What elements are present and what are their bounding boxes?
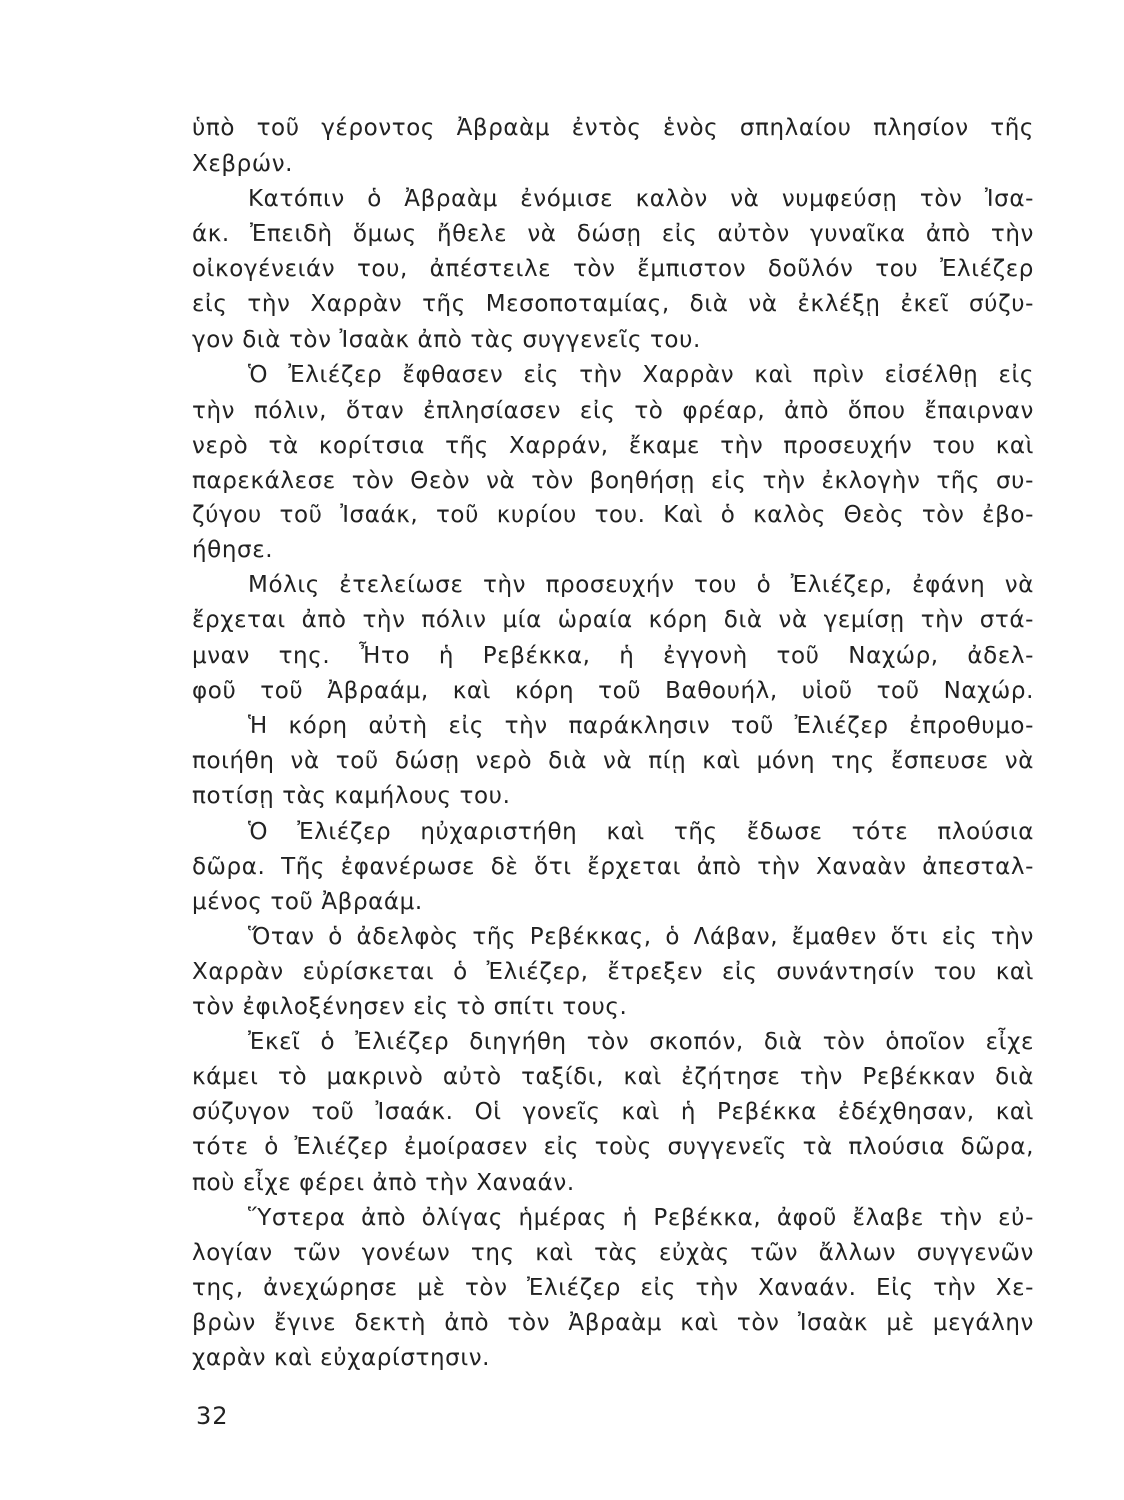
text-line: λογίαν τῶν γονέων της καὶ τὰς εὐχὰς τῶν ἄλλων συγγενῶν: [192, 1240, 1034, 1266]
text-line: ζύγου τοῦ Ἰσαάκ, τοῦ κυρίου του. Καὶ ὁ καλὸς Θεὸς τὸν ἐβο-: [192, 502, 1034, 528]
text-line: Ἐκεῖ ὁ Ἐλιέζερ διηγήθη τὸν σκοπόν, διὰ τὸν ὁποῖον εἶχε: [248, 1029, 1034, 1055]
text-line: χαρὰν καὶ εὐχαρίστησιν.: [192, 1345, 491, 1371]
text-line: Χαρρὰν εὑρίσκεται ὁ Ἐλιέζερ, ἔτρεξεν εἰς συνάντησίν του καὶ: [192, 959, 1034, 985]
text-line: εἰς τὴν Χαρρὰν τῆς Μεσοποταμίας, διὰ νὰ ἐκλέξῃ ἐκεῖ σύζυ-: [192, 291, 1034, 317]
text-line: Ὁ Ἐλιέζερ ἔφθασεν εἰς τὴν Χαρρὰν καὶ πρὶν εἰσέλθῃ εἰς: [248, 362, 1034, 388]
text-line: ποὺ εἶχε φέρει ἀπὸ τὴν Χαναάν.: [192, 1170, 575, 1196]
text-line: ποτίσῃ τὰς καμήλους του.: [192, 783, 511, 809]
text-line: της, ἀνεχώρησε μὲ τὸν Ἐλιέζερ εἰς τὴν Χαναάν. Εἰς τὴν Χε-: [192, 1275, 1034, 1301]
text-line: παρεκάλεσε τὸν Θεὸν νὰ τὸν βοηθήσῃ εἰς τὴν ἐκλογὴν τῆς συ-: [192, 468, 1034, 494]
text-line: Χεβρών.: [192, 151, 294, 177]
text-line: τὴν πόλιν, ὅταν ἐπλησίασεν εἰς τὸ φρέαρ, ἀπὸ ὅπου ἔπαιρναν: [192, 398, 1034, 424]
text-line: τὸν ἐφιλοξένησεν εἰς τὸ σπίτι τους.: [192, 994, 628, 1020]
text-line: μένος τοῦ Ἀβραάμ.: [192, 889, 423, 915]
text-line: γον διὰ τὸν Ἰσαὰκ ἀπὸ τὰς συγγενεῖς του.: [192, 327, 701, 353]
text-line: Κατόπιν ὁ Ἀβραὰμ ἐνόμισε καλὸν νὰ νυμφεύσῃ τὸν Ἰσα-: [248, 186, 1034, 212]
text-line: σύζυγον τοῦ Ἰσαάκ. Οἱ γονεῖς καὶ ἡ Ρεβέκκα ἐδέχθησαν, καὶ: [192, 1099, 1034, 1125]
text-line: τότε ὁ Ἐλιέζερ ἐμοίρασεν εἰς τοὺς συγγενεῖς τὰ πλούσια δῶρα,: [192, 1134, 1034, 1160]
text-line: ἔρχεται ἀπὸ τὴν πόλιν μία ὡραία κόρη διὰ νὰ γεμίσῃ τὴν στά-: [192, 607, 1034, 633]
text-line: νερὸ τὰ κορίτσια τῆς Χαρράν, ἔκαμε τὴν προσευχήν του καὶ: [192, 433, 1034, 459]
text-line: Ὅταν ὁ ἀδελφὸς τῆς Ρεβέκκας, ὁ Λάβαν, ἔμαθεν ὅτι εἰς τὴν: [248, 924, 1034, 950]
text-line: οἰκογένειάν του, ἀπέστειλε τὸν ἔμπιστον δοῦλόν του Ἐλιέζερ: [192, 256, 1034, 282]
text-line: άκ. Ἐπειδὴ ὅμως ἤθελε νὰ δώσῃ εἰς αὐτὸν γυναῖκα ἀπὸ τὴν: [192, 221, 1034, 247]
text-line: φοῦ τοῦ Ἀβραάμ, καὶ κόρη τοῦ Βαθουήλ, υἱοῦ τοῦ Ναχώρ.: [192, 678, 1034, 704]
text-line: ποιήθη νὰ τοῦ δώσῃ νερὸ διὰ νὰ πίῃ καὶ μόνη της ἔσπευσε νὰ: [192, 748, 1034, 774]
text-line: κάμει τὸ μακρινὸ αὐτὸ ταξίδι, καὶ ἐζήτησε τὴν Ρεβέκκαν διὰ: [192, 1064, 1034, 1090]
text-line: ήθησε.: [192, 537, 274, 563]
text-line: ὑπὸ τοῦ γέροντος Ἀβραὰμ ἐντὸς ἑνὸς σπηλαίου πλησίον τῆς: [192, 115, 1034, 141]
text-line: Ἡ κόρη αὐτὴ εἰς τὴν παράκλησιν τοῦ Ἐλιέζερ ἐπροθυμο-: [248, 713, 1034, 739]
page-number: 32: [196, 1402, 229, 1430]
text-line: μναν της. Ἦτο ἡ Ρεβέκκα, ἡ ἐγγονὴ τοῦ Ναχώρ, ἀδελ-: [192, 643, 1034, 669]
text-line: βρὼν ἔγινε δεκτὴ ἀπὸ τὸν Ἀβραὰμ καὶ τὸν Ἰσαὰκ μὲ μεγάλην: [192, 1310, 1034, 1336]
text-line: δῶρα. Τῆς ἐφανέρωσε δὲ ὅτι ἔρχεται ἀπὸ τὴν Χαναὰν ἀπεσταλ-: [192, 854, 1034, 880]
text-line: Μόλις ἐτελείωσε τὴν προσευχήν του ὁ Ἐλιέζερ, ἐφάνη νὰ: [248, 572, 1034, 598]
text-line: Ὕστερα ἀπὸ ὀλίγας ἡμέρας ἡ Ρεβέκκα, ἀφοῦ ἔλαβε τὴν εὐ-: [248, 1205, 1034, 1231]
text-line: Ὁ Ἐλιέζερ ηὐχαριστήθη καὶ τῆς ἔδωσε τότε πλούσια: [248, 819, 1034, 845]
